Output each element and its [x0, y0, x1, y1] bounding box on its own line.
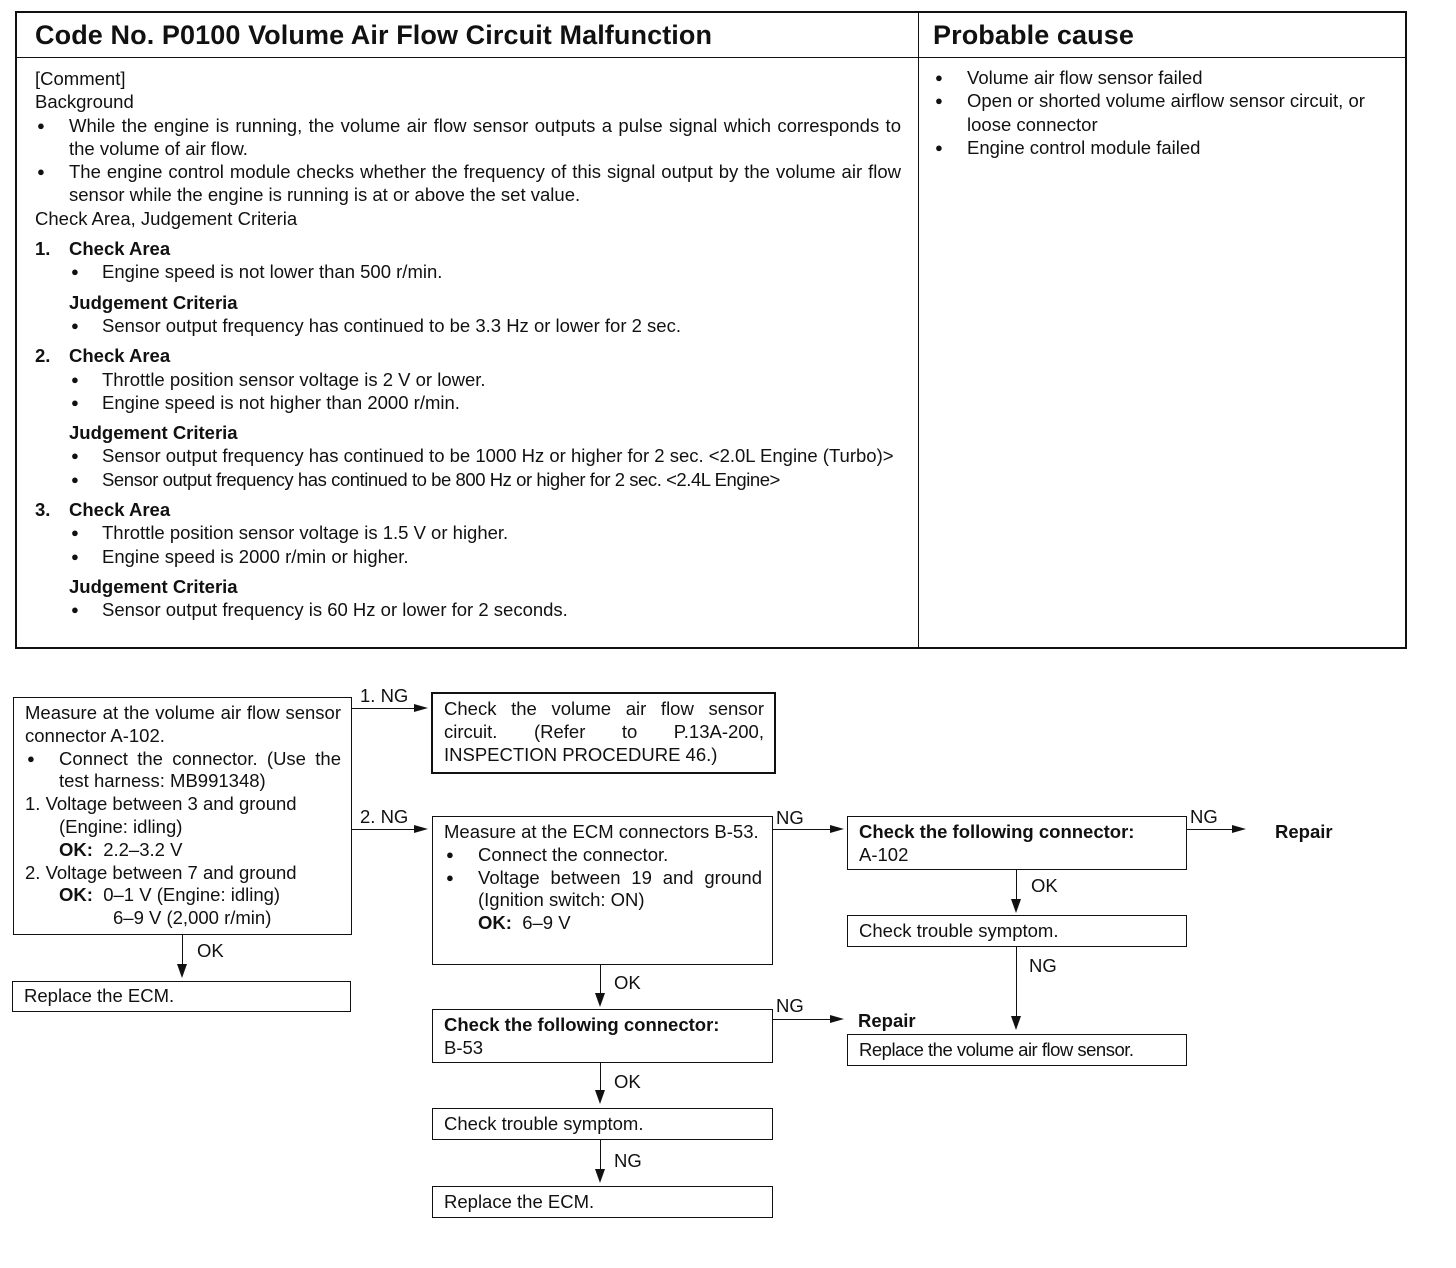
- a102-ok-label: OK: [1031, 875, 1058, 896]
- ok-value: 2.2–3.2 V: [103, 838, 183, 860]
- symptom-ng-label: NG: [614, 1150, 642, 1171]
- ng2-label: 2. NG: [360, 806, 409, 827]
- arrow-down-icon: [177, 964, 187, 978]
- check-connector-b53-box: [432, 1009, 773, 1063]
- arrow-right-icon: [1232, 825, 1246, 833]
- check-area-item: ● Throttle position sensor voltage is 2 V or lower.: [69, 368, 901, 391]
- check-area-item: ● Engine speed is not higher than 2000 r/min.: [69, 391, 901, 414]
- probable-cause-title: Probable cause: [933, 20, 1134, 50]
- connector-line: [352, 708, 418, 709]
- probable-cause-list: [933, 66, 1403, 159]
- ecm-instruction: Measure at the ECM connectors B-53.: [444, 821, 759, 842]
- arrow-down-icon: [595, 993, 605, 1007]
- connector-line: [773, 1019, 831, 1020]
- page-title: Code No. P0100 Volume Air Flow Circuit Malfunction: [35, 20, 713, 50]
- comment-label: [Comment]: [35, 68, 126, 89]
- ok-value: 6–9 V: [522, 912, 571, 934]
- check-symptom-box-1: Check trouble symptom.: [847, 915, 1187, 947]
- b53-ng-label: NG: [776, 995, 804, 1016]
- check-area-label: Check Area: [69, 345, 171, 367]
- section-number: 1.: [35, 238, 51, 260]
- start-item-2: 2. Voltage between 7 and ground: [25, 861, 297, 883]
- arrow-right-icon: [414, 825, 428, 833]
- check-area-item: ● Throttle position sensor voltage is 1.5 V or higher.: [69, 521, 901, 544]
- ok-label: OK:: [59, 838, 93, 860]
- connector-id: A-102: [859, 843, 909, 865]
- replace-vaf-sensor-box: Replace the volume air flow sensor.: [847, 1034, 1187, 1066]
- check-connector-title: Check the following connector:: [444, 1014, 720, 1035]
- arrow-down-icon: [1011, 1016, 1021, 1030]
- check-section-3: [35, 498, 901, 521]
- check-vaf-circuit-box: [431, 692, 776, 774]
- start-item-1: 1. Voltage between 3 and ground: [25, 793, 297, 815]
- a102-ng-label: NG: [1190, 806, 1218, 827]
- connector-id: B-53: [444, 1036, 484, 1058]
- connector-line: [600, 1140, 601, 1172]
- check-symptom-box-2: Check trouble symptom.: [432, 1108, 773, 1140]
- ng1-label: 1. NG: [360, 685, 409, 706]
- connector-line: [773, 829, 831, 830]
- check-area-heading: Check Area, Judgement Criteria: [35, 207, 298, 229]
- repair-result: Repair: [1275, 821, 1333, 842]
- repair-result: Repair: [858, 1010, 916, 1031]
- connector-line: [600, 965, 601, 996]
- probable-cause-item: ● Open or shorted volume airflow sensor circuit, or loose connector: [933, 89, 1403, 136]
- section-number: 2.: [35, 345, 51, 367]
- replace-ecm-box-2: Replace the ECM.: [432, 1186, 773, 1218]
- probable-cause-item: ● Volume air flow sensor failed: [933, 66, 1403, 89]
- check-area-item: ● Engine speed is not lower than 500 r/min.: [69, 260, 901, 283]
- start-instruction: Measure at the volume air flow sensor connector A-102.: [25, 702, 341, 746]
- section-number: 3.: [35, 499, 51, 521]
- ecm-measure-box: [432, 816, 773, 965]
- check-vaf-circuit-text: Check the volume air flow sensor circuit. (Refer to P.13A-200, INSPECTION PROCEDURE 46.): [444, 698, 764, 765]
- start-item-1-condition: (Engine: idling): [59, 815, 183, 837]
- judgement-label: Judgement Criteria: [69, 422, 238, 444]
- ok-label: OK:: [59, 884, 93, 906]
- ecm-bullet: ● Connect the connector.: [444, 844, 762, 867]
- background-bullet: ● The engine control module checks whether the frequency of this signal output by the volume air flow sensor while the engine is running is at or above the set value.: [35, 160, 901, 207]
- connector-line: [182, 935, 183, 967]
- b53-ok-label: OK: [614, 1071, 641, 1092]
- arrow-right-icon: [830, 825, 844, 833]
- background-label: Background: [35, 91, 134, 113]
- ecm-bullet: ● Voltage between 19 and ground (Ignition switch: ON): [444, 867, 762, 913]
- judgement-item: ● Sensor output frequency is 60 Hz or lower for 2 seconds.: [69, 598, 901, 621]
- arrow-down-icon: [1011, 899, 1021, 913]
- judgement-label: Judgement Criteria: [69, 291, 238, 313]
- connector-line: [352, 829, 418, 830]
- comment-section: [35, 67, 901, 622]
- arrow-down-icon: [595, 1169, 605, 1183]
- check-section-1: [35, 237, 901, 260]
- ecm-ok-label: OK: [614, 972, 641, 993]
- check-area-item: ● Engine speed is 2000 r/min or higher.: [69, 545, 901, 568]
- ok-label: OK:: [478, 912, 512, 934]
- judgement-item: ● Sensor output frequency has continued to be 3.3 Hz or lower for 2 sec.: [69, 314, 901, 337]
- arrow-right-icon: [830, 1015, 844, 1023]
- check-connector-a102-box: [847, 816, 1187, 870]
- judgement-item: ● Sensor output frequency has continued to be 800 Hz or higher for 2 sec. <2.4L Engine>: [69, 468, 901, 491]
- background-bullet: ● While the engine is running, the volume air flow sensor outputs a pulse signal which corresponds to the volume of air flow.: [35, 114, 901, 161]
- replace-ecm-box-1: Replace the ECM.: [12, 981, 351, 1012]
- check-area-label: Check Area: [69, 238, 171, 260]
- judgement-item: ● Sensor output frequency has continued to be 1000 Hz or higher for 2 sec. <2.0L Engine (Turbo)>: [69, 444, 901, 467]
- arrow-down-icon: [595, 1090, 605, 1104]
- check-connector-title: Check the following connector:: [859, 821, 1135, 842]
- arrow-right-icon: [414, 704, 428, 712]
- ok-value: 6–9 V (2,000 r/min): [113, 907, 272, 929]
- diagnosis-table: [15, 11, 1407, 649]
- probable-cause-item: ● Engine control module failed: [933, 136, 1403, 159]
- ecm-ng-label: NG: [776, 807, 804, 828]
- check-area-label: Check Area: [69, 499, 171, 521]
- connector-line: [1187, 829, 1233, 830]
- ok-value: 0–1 V (Engine: idling): [103, 884, 281, 906]
- connector-line: [1016, 870, 1017, 902]
- start-measure-box: [13, 697, 352, 935]
- ok-branch-label: OK: [197, 940, 224, 961]
- start-bullet: ● Connect the connector. (Use the test harness: MB991348): [25, 748, 341, 794]
- column-divider: [918, 13, 919, 647]
- header-divider: [17, 57, 1405, 58]
- connector-line: [1016, 947, 1017, 1019]
- check-section-2: [35, 344, 901, 367]
- judgement-label: Judgement Criteria: [69, 575, 238, 597]
- connector-line: [600, 1063, 601, 1093]
- symptom-ng-label: NG: [1029, 955, 1057, 976]
